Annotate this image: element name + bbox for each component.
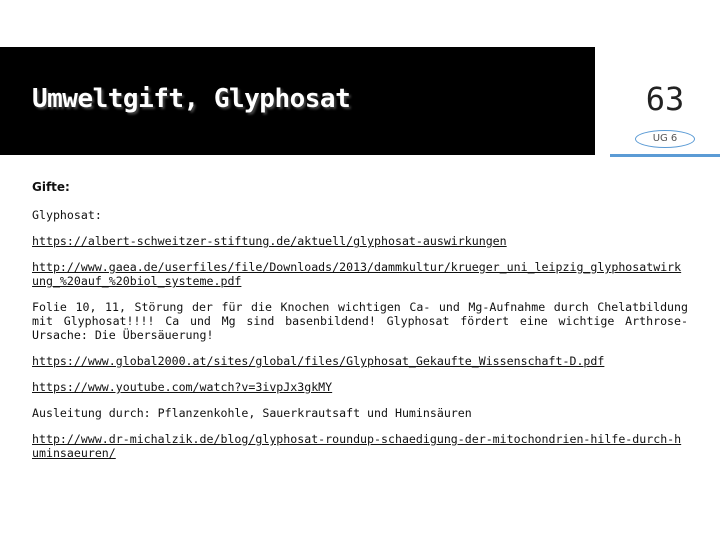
link-albert-schweitzer[interactable]: https://albert-schweitzer-stiftung.de/aktuell/glyphosat-auswirkungen bbox=[32, 234, 507, 248]
slide-title: Umweltgift, Glyphosat bbox=[32, 84, 351, 114]
glyphosat-label: Glyphosat: bbox=[32, 208, 102, 222]
folie-text: Folie 10, 11, Störung der für die Knochen wichtigen Ca- und Mg-Aufnahme durch Chelatbildung mit Glyphosat!!!! Ca und Mg sind basenbildend! Glyphosat fördert eine wichtige Arthrose-Ursache: Die Übersäuerung! bbox=[32, 300, 688, 342]
accent-line bbox=[610, 154, 720, 157]
link-global2000-pdf[interactable]: https://www.global2000.at/sites/global/files/Glyphosat_Gekaufte_Wissenschaft-D.pdf bbox=[32, 354, 605, 368]
ausleitung-text: Ausleitung durch: Pflanzenkohle, Sauerkrautsaft und Huminsäuren bbox=[32, 406, 472, 420]
link-michalzik-blog[interactable]: http://www.dr-michalzik.de/blog/glyphosat-roundup-schaedigung-der-mitochondrien-hilfe-durch-huminsaeuren/ bbox=[32, 432, 682, 460]
slide-badge: UG 6 bbox=[635, 130, 695, 148]
slide-content bbox=[32, 180, 688, 460]
link-gaea-pdf[interactable]: http://www.gaea.de/userfiles/file/Downloads/2013/dammkultur/krueger_uni_leipzig_glyphosatwirkung_%20auf_%20biol_systeme.pdf bbox=[32, 260, 682, 288]
section-heading: Gifte: bbox=[32, 180, 70, 194]
link-youtube[interactable]: https://www.youtube.com/watch?v=3ivpJx3gkMY bbox=[32, 380, 333, 394]
slide-number: 63 bbox=[645, 80, 685, 118]
